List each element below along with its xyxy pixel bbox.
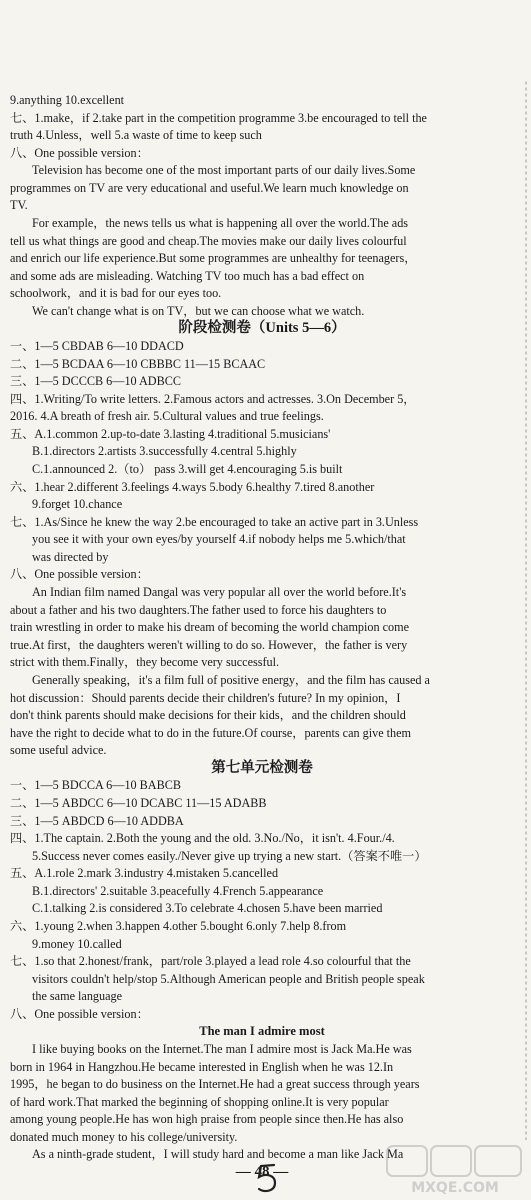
- answer-line: 一、1—5 BDCCA 6—10 BABCB: [10, 778, 181, 792]
- answer-line: 五、A.1.role 2.mark 3.industry 4.mistaken 5.cancelled: [10, 866, 279, 880]
- answer-line: 二、1—5 BCDAA 6—10 CBBBC 11—15 BCAAC: [10, 357, 266, 371]
- answer-line: 9.money 10.called: [32, 937, 122, 951]
- answer-line: 四、1.The captain. 2.Both the young and the old. 3.No./No，it isn't. 4.Four./4.: [10, 831, 395, 845]
- answer-line: train wrestling in order to make his dream of becoming the world champion come: [10, 620, 410, 634]
- answer-line: about a father and his two daughters.The father used to force his daughters to: [10, 603, 387, 617]
- answer-line: 三、1—5 DCCCB 6—10 ADBCC: [10, 374, 181, 388]
- answer-line: We can't change what is on TV，but we can choose what we watch.: [32, 304, 365, 318]
- answer-line: was directed by: [32, 550, 109, 564]
- answer-line: Generally speaking，it's a film full of positive energy，and the film has caused a: [32, 673, 430, 687]
- answer-line: 六、1.young 2.when 3.happen 4.other 5.bought 6.only 7.help 8.from: [10, 919, 347, 933]
- answer-line: born in 1964 in Hangzhou.He became interested in English when he was 12.In: [10, 1060, 394, 1074]
- answer-line: 9.anything 10.excellent: [10, 93, 125, 107]
- answer-line: As a ninth-grade student，I will study hard and become a man like Jack Ma: [32, 1147, 404, 1161]
- answer-line: programmes on TV are very educational and useful.We learn much knowledge on: [10, 181, 409, 195]
- answer-line: some useful advice.: [10, 743, 107, 757]
- answer-line: schoolwork，and it is bad for our eyes too.: [10, 286, 222, 300]
- handwritten-mark: [254, 1162, 282, 1196]
- watermark-logo: [385, 1142, 525, 1198]
- answer-line: TV.: [10, 198, 28, 212]
- answer-line: 一、1—5 CBDAB 6—10 DDACD: [10, 339, 184, 353]
- answer-line: 五、A.1.common 2.up-to-date 3.lasting 4.traditional 5.musicians': [10, 427, 331, 441]
- answer-line: 2016. 4.A breath of fresh air. 5.Cultural values and true feelings.: [10, 409, 324, 423]
- answer-line: have the right to decide what to do in the future.Of course，parents can give them: [10, 726, 412, 740]
- answer-line: B.1.directors' 2.suitable 3.peacefully 4.French 5.appearance: [32, 884, 324, 898]
- answer-line: and some ads are misleading. Watching TV too much has a bad effect on: [10, 269, 365, 283]
- answer-line: Television has become one of the most important parts of our daily lives.Some: [32, 163, 416, 177]
- answer-line: 四、1.Writing/To write letters. 2.Famous actors and actresses. 3.On December 5，: [10, 392, 416, 406]
- answer-line: 八、One possible version：: [10, 567, 149, 581]
- answer-line: 二、1—5 ABDCC 6—10 DCABC 11—15 ADABB: [10, 796, 267, 810]
- answer-line: the same language: [32, 989, 123, 1003]
- answer-line: don't think parents should make decisions for their kids，and the children should: [10, 708, 406, 722]
- answer-line: C.1.announced 2.（to） pass 3.will get 4.encouraging 5.is built: [32, 462, 343, 476]
- answer-line: C.1.talking 2.is considered 3.To celebrate 4.chosen 5.have been married: [32, 901, 383, 915]
- answer-line: tell us what things are good and cheap.The movies make our daily lives colourful: [10, 234, 407, 248]
- answer-line: 1995，he began to do business on the Internet.He had a great success through years: [10, 1077, 420, 1091]
- answer-line: 七、1.so that 2.honest/frank，part/role 3.played a lead role 4.so colourful that the: [10, 954, 411, 968]
- answer-line: I like buying books on the Internet.The man I admire most is Jack Ma.He was: [32, 1042, 412, 1056]
- essay-title: The man I admire most: [199, 1024, 325, 1038]
- answer-line: 七、1.make，if 2.take part in the competition programme 3.be encouraged to tell the: [10, 111, 427, 125]
- answer-line: among young people.He has won high praise from people since then.He has also: [10, 1112, 404, 1126]
- section-title: 第七单元检测卷: [211, 760, 313, 776]
- answer-line: B.1.directors 2.artists 3.successfully 4.central 5.highly: [32, 444, 297, 458]
- answer-line: true.At first，the daughters weren't willing to do so. However，the father is very: [10, 638, 408, 652]
- answer-line: of hard work.That marked the beginning of shopping online.It is very popular: [10, 1095, 389, 1109]
- answer-line: 9.forget 10.chance: [32, 497, 123, 511]
- answer-line: truth 4.Unless，well 5.a waste of time to keep such: [10, 128, 262, 142]
- binding-dots: [525, 80, 527, 1140]
- answer-line: For example，the news tells us what is happening all over the world.The ads: [32, 216, 409, 230]
- answer-line: donated much money to his college/university.: [10, 1130, 238, 1144]
- answer-line: 八、One possible version：: [10, 146, 149, 160]
- answer-line: 八、One possible version：: [10, 1007, 149, 1021]
- answer-line: hot discussion：Should parents decide their children's future? In my opinion，I: [10, 691, 401, 705]
- answer-line: visitors couldn't help/stop 5.Although American people and British people speak: [32, 972, 425, 986]
- answer-line: 六、1.hear 2.different 3.feelings 4.ways 5.body 6.healthy 7.tired 8.another: [10, 480, 375, 494]
- answer-line: 七、1.As/Since he knew the way 2.be encouraged to take an active part in 3.Unless: [10, 515, 419, 529]
- section-title: 阶段检测卷（Units 5—6）: [178, 320, 346, 336]
- answer-line: strict with them.Finally，they become very successful.: [10, 655, 280, 669]
- answer-line: 5.Success never comes easily./Never give up trying a new start.（答案不唯一）: [32, 849, 427, 863]
- page-number: — 48 —: [235, 1164, 289, 1180]
- answer-line: and enrich our life experience.But some programmes are unhealthy for teenagers，: [10, 251, 417, 265]
- answer-line: An Indian film named Dangal was very popular all over the world before.It's: [32, 585, 407, 599]
- svg-text:MXQE.COM: MXQE.COM: [411, 1180, 499, 1196]
- answer-line: 三、1—5 ABDCD 6—10 ADDBA: [10, 814, 184, 828]
- answer-line: you see it with your own eyes/by yourself 4.if nobody helps me 5.which/that: [32, 532, 406, 546]
